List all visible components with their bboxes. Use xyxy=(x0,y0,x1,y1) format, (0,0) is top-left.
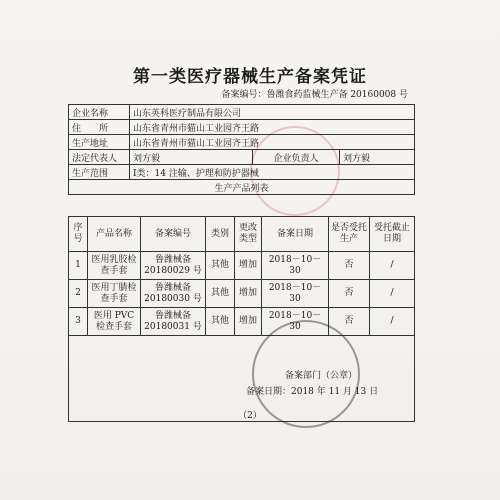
row-change: 增加 xyxy=(235,252,262,280)
row-date: 2018－10－30 xyxy=(262,308,329,336)
principal-value: 刘方毅 xyxy=(340,150,415,165)
row-type: 其他 xyxy=(206,252,235,280)
row-code: 鲁潍械备20180031 号 xyxy=(141,308,206,336)
enterprise-name-label: 企业名称 xyxy=(69,105,130,120)
product-table xyxy=(68,216,415,336)
row-deadline: / xyxy=(370,280,415,308)
document-title: 第一类医疗器械生产备案凭证 xyxy=(133,67,367,87)
row-code: 鲁潍械备20180030 号 xyxy=(141,280,206,308)
representative-row xyxy=(69,150,415,165)
address-row xyxy=(69,120,415,135)
header-name: 产品名称 xyxy=(88,217,141,252)
row-name: 医用 PVC 检查手套 xyxy=(88,308,141,336)
filing-date: 备案日期：2018 年 11 月 13 日 xyxy=(246,387,379,397)
enterprise-info-table xyxy=(68,104,415,195)
row-date: 2018－10－30 xyxy=(262,280,329,308)
header-type: 类别 xyxy=(206,217,235,252)
product-list-title: 生产产品列表 xyxy=(69,180,415,195)
table-row xyxy=(69,308,415,336)
scope-label: 生产范围 xyxy=(69,165,130,180)
header-code: 备案编号 xyxy=(141,217,206,252)
row-type: 其他 xyxy=(206,308,235,336)
record-number: 备案编号：鲁潍食药监械生产备 20160008 号 xyxy=(221,90,408,100)
production-address-label: 生产地址 xyxy=(69,135,130,150)
legal-rep-label: 法定代表人 xyxy=(69,150,130,165)
row-code: 鲁潍械备20180029 号 xyxy=(141,252,206,280)
row-change: 增加 xyxy=(235,280,262,308)
row-change: 增加 xyxy=(235,308,262,336)
row-no: 1 xyxy=(69,252,88,280)
row-deadline: / xyxy=(370,252,415,280)
production-address-row xyxy=(69,135,415,150)
scope-row xyxy=(69,165,415,180)
product-table-header xyxy=(69,217,415,252)
header-change: 更改类型 xyxy=(235,217,262,252)
header-no: 序号 xyxy=(69,217,88,252)
row-entrusted: 否 xyxy=(329,308,370,336)
filing-department: 备案部门（公章） xyxy=(285,371,358,381)
table-row xyxy=(69,280,415,308)
header-deadline: 受托截止日期 xyxy=(370,217,415,252)
enterprise-name-value: 山东英科医疗制品有限公司 xyxy=(130,105,415,120)
header-entrusted: 是否受托生产 xyxy=(329,217,370,252)
row-type: 其他 xyxy=(206,280,235,308)
row-deadline: / xyxy=(370,308,415,336)
table-row xyxy=(69,252,415,280)
row-name: 医用乳胶检查手套 xyxy=(88,252,141,280)
address-label: 住 所 xyxy=(69,120,130,135)
address-value: 山东省青州市猫山工业园齐王路 xyxy=(130,120,415,135)
scope-value: Ⅰ类：14 注输、护理和防护器械 xyxy=(130,165,415,180)
list-title-row xyxy=(69,180,415,195)
row-name: 医用丁腈检查手套 xyxy=(88,280,141,308)
row-date: 2018－10－30 xyxy=(262,252,329,280)
row-entrusted: 否 xyxy=(329,252,370,280)
production-address-value: 山东省青州市猫山工业园齐王路 xyxy=(130,135,415,150)
legal-rep-value: 刘方毅 xyxy=(130,150,253,165)
row-no: 2 xyxy=(69,280,88,308)
header-date: 备案日期 xyxy=(262,217,329,252)
enterprise-name-row xyxy=(69,105,415,120)
page-number: （2） xyxy=(238,411,262,421)
row-no: 3 xyxy=(69,308,88,336)
principal-label: 企业负责人 xyxy=(253,150,340,165)
row-entrusted: 否 xyxy=(329,280,370,308)
